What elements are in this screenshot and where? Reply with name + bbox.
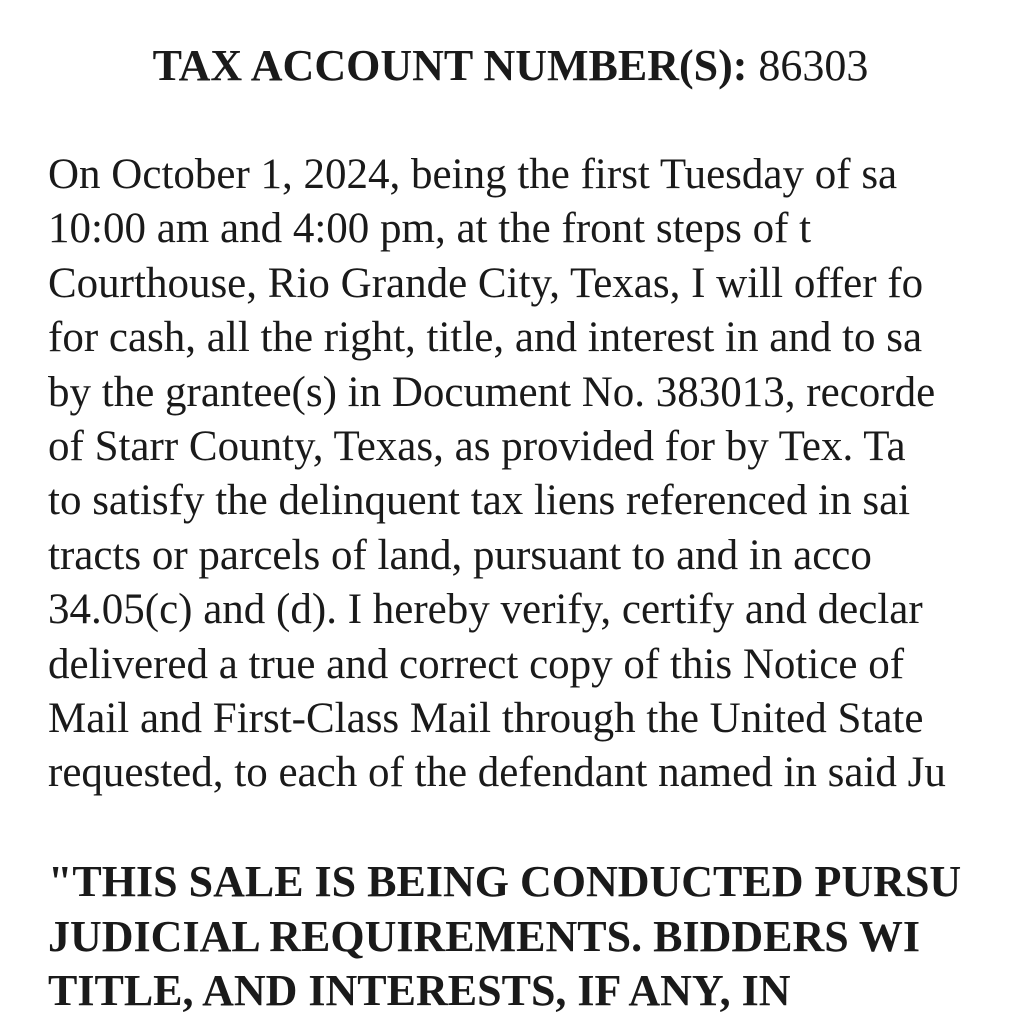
paragraph-line: tracts or parcels of land, pursuant to and in acco	[48, 531, 872, 579]
paragraph-line: for cash, all the right, title, and interest in and to sa	[48, 314, 923, 362]
bold-disclaimer-paragraph	[48, 855, 961, 1018]
paragraph-line: Courthouse, Rio Grande City, Texas, I will offer fo	[48, 259, 924, 307]
sale-notice-paragraph	[48, 148, 946, 801]
paragraph-line: requested, to each of the defendant named in said Ju	[48, 749, 946, 797]
paragraph-line: 34.05(c) and (d). I hereby verify, certify and declar	[48, 586, 923, 634]
paragraph-line: 10:00 am and 4:00 pm, at the front steps of t	[48, 205, 812, 253]
tax-account-number: 86303	[758, 41, 869, 90]
disclaimer-line: JUDICIAL REQUIREMENTS. BIDDERS WI	[48, 911, 921, 961]
paragraph-line: of Starr County, Texas, as provided for by Tex. Ta	[48, 422, 906, 470]
tax-account-heading	[0, 38, 1021, 94]
paragraph-line: delivered a true and correct copy of this Notice of	[48, 640, 905, 688]
paragraph-line: Mail and First-Class Mail through the United State	[48, 694, 924, 742]
paragraph-line: On October 1, 2024, being the first Tuesday of sa	[48, 151, 898, 198]
disclaimer-line: TITLE, AND INTERESTS, IF ANY, IN	[48, 966, 791, 1015]
disclaimer-line: "THIS SALE IS BEING CONDUCTED PURSU	[48, 857, 962, 906]
paragraph-line: to satisfy the delinquent tax liens referenced in sai	[48, 477, 911, 525]
paragraph-line: by the grantee(s) in Document No. 383013, recorde	[48, 368, 936, 416]
tax-account-label: TAX ACCOUNT NUMBER(S):	[152, 41, 748, 90]
